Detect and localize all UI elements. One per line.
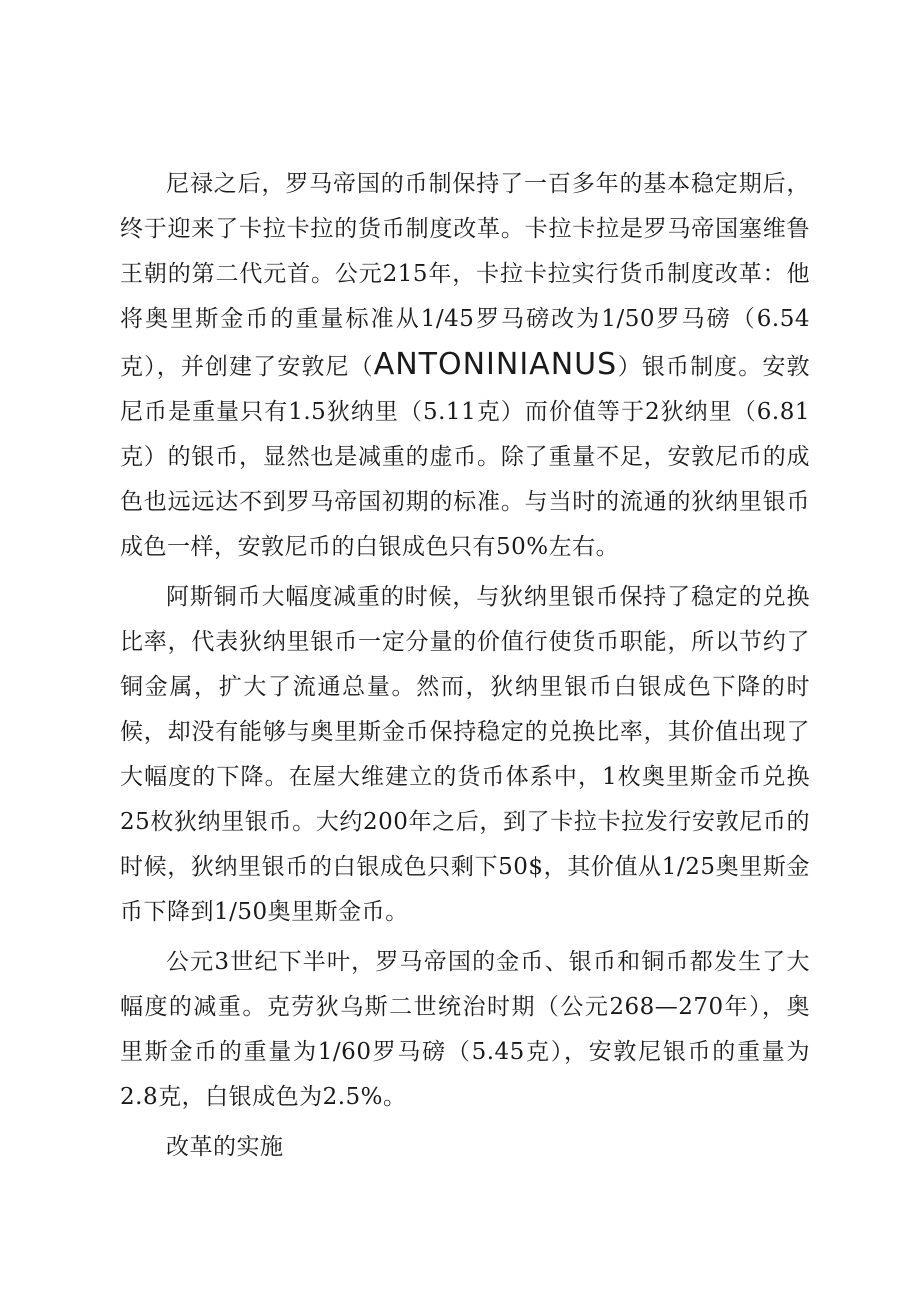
document-body [120, 162, 810, 1175]
paragraph-text: 尼禄之后，罗马帝国的币制保持了一百多年的基本稳定期后，终于迎来了卡拉卡拉的货币制度改革。卡拉卡拉是罗马帝国塞维鲁王朝的第二代元首。公元215年，卡拉卡拉实行货币制度改革：他将奥里斯金币的重量标准从1/45罗马磅改为1/50罗马磅（6.54克），并创建了安敦尼（ [120, 171, 810, 380]
antoninianus-term: ANTONINIANUS [373, 347, 618, 382]
paragraph-text: ）银币制度。安敦尼币是重量只有1.5狄纳里（5.11克）而价值等于2狄纳里（6.81克）的银币，显然也是减重的虚币。除了重量不足，安敦尼币的成色也远远达不到罗马帝国初期的标准。与当时的流通的狄纳里银币成色一样，安敦尼币的白银成色只有50%左右。 [120, 354, 811, 560]
paragraph-as-coin-weight: 阿斯铜币大幅度减重的时候，与狄纳里银币保持了稳定的兑换比率，代表狄纳里银币一定分量的价值行使货币职能，所以节约了铜金属，扩大了流通总量。然而，狄纳里银币白银成色下降的时候，却没有能够与奥里斯金币保持稳定的兑换比率，其价值出现了大幅度的下降。在屋大维建立的货币体系中，1枚奥里斯金币兑换25枚狄纳里银币。大约200年之后，到了卡拉卡拉发行安敦尼币的时候，狄纳里银币的白银成色只剩下50$，其价值从1/25奥里斯金币下降到1/50奥里斯金币。 [120, 584, 810, 925]
paragraph-third-century: 公元3世纪下半叶，罗马帝国的金币、银币和铜币都发生了大幅度的减重。克劳狄乌斯二世统治时期（公元268—270年），奥里斯金币的重量为1/60罗马磅（5.45克），安敦尼银币的重量为2.8克，白银成色为2.5%。 [120, 949, 810, 1110]
section-heading-reform-implementation: 改革的实施 [166, 1134, 284, 1160]
paragraph-caracalla-reform [120, 162, 810, 570]
